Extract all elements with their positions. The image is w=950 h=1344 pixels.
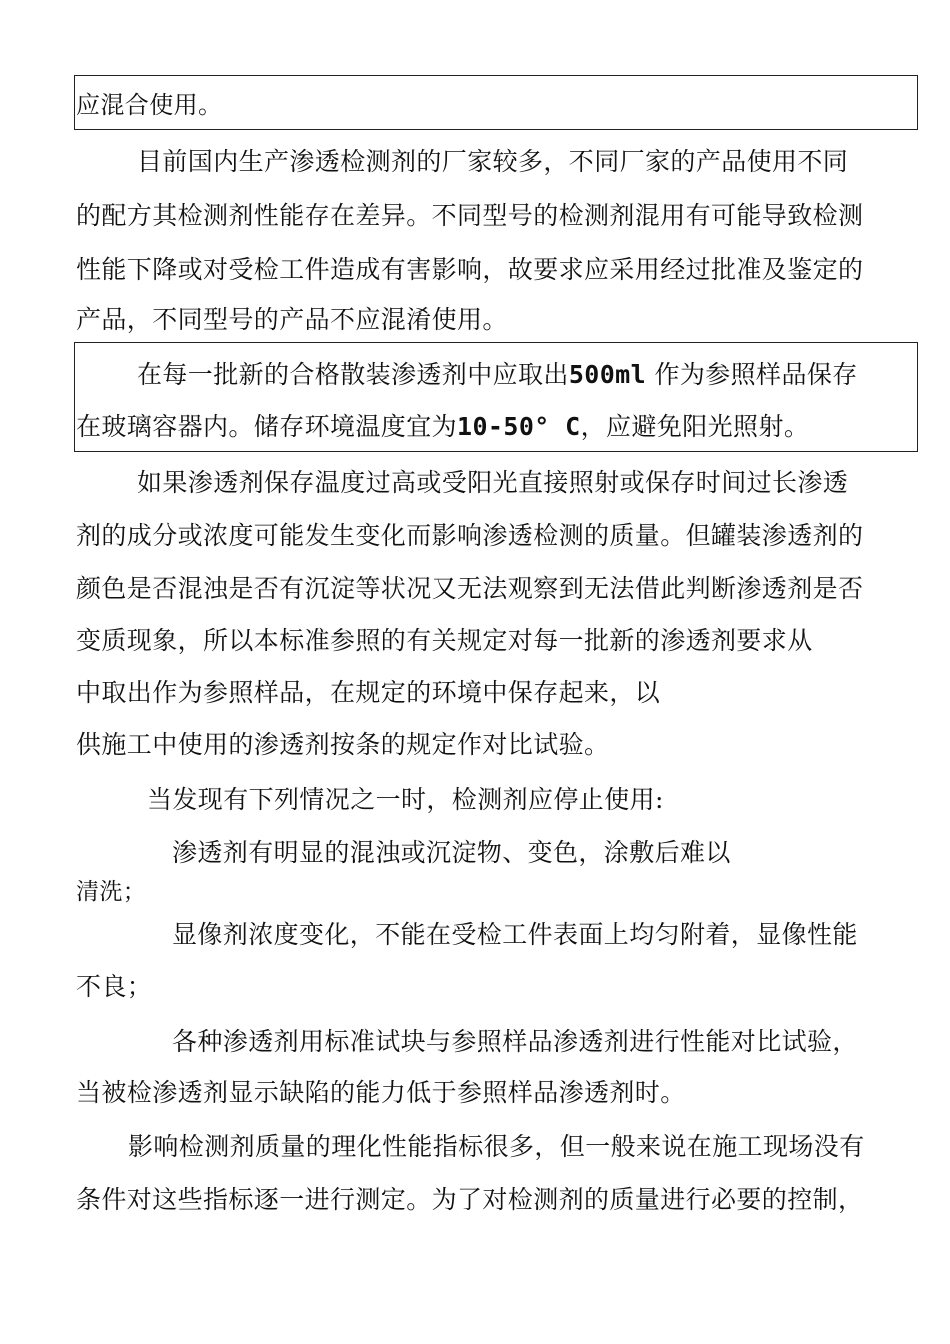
text-line: 颜色是否混浊是否有沉淀等状况又无法观察到无法借此判断渗透剂是否 — [76, 574, 864, 603]
text-line: 中取出作为参照样品，在规定的环境中保存起来，以 — [76, 678, 661, 707]
text-line: 条件对这些指标逐一进行测定。为了对检测剂的质量进行必要的控制， — [76, 1185, 864, 1214]
list-item-line: 清洗； — [76, 879, 147, 905]
list-item-line: 当被检渗透剂显示缺陷的能力低于参照样品渗透剂时。 — [76, 1078, 686, 1107]
text-line: 性能下降或对受检工件造成有害影响，故要求应采用经过批准及鉴定的 — [76, 255, 864, 284]
text-line: 的配方其检测剂性能存在差异。不同型号的检测剂混用有可能导致检测 — [76, 201, 864, 230]
text-fragment: 作为参照样品保存 — [654, 360, 858, 389]
storage-line-1 — [137, 358, 858, 392]
text-fragment: ，应避免阳光照射。 — [580, 412, 810, 441]
text-fragment: 在每一批新的合格散装渗透剂中应取出 — [137, 360, 569, 389]
temperature-range: 10-50° C — [457, 412, 581, 441]
list-item-line: 显像剂浓度变化，不能在受检工件表面上均匀附着，显像性能 — [172, 920, 858, 949]
text-line: 如果渗透剂保存温度过高或受阳光直接照射或保存时间过长渗透 — [137, 468, 849, 497]
text-line: 目前国内生产渗透检测剂的厂家较多，不同厂家的产品使用不同 — [137, 147, 849, 176]
text-line: 影响检测剂质量的理化性能指标很多，但一般来说在施工现场没有 — [128, 1132, 865, 1161]
list-item-line: 不良； — [76, 972, 153, 1001]
text-fragment: 在玻璃容器内。储存环境温度宜为 — [76, 412, 458, 441]
text-line: 当发现有下列情况之一时，检测剂应停止使用: — [147, 785, 664, 814]
list-item-line: 渗透剂有明显的混浊或沉淀物、变色，涂敷后难以 — [172, 838, 731, 867]
text-line: 应混合使用。 — [76, 91, 223, 119]
storage-line-2 — [76, 410, 809, 444]
volume-value: 500ml — [568, 360, 647, 389]
list-item-line: 各种渗透剂用标准试块与参照样品渗透剂进行性能对比试验， — [172, 1027, 858, 1056]
text-line: 供施工中使用的渗透剂按条的规定作对比试验。 — [76, 730, 610, 759]
text-line: 剂的成分或浓度可能发生变化而影响渗透检测的质量。但罐装渗透剂的 — [76, 521, 864, 550]
text-line: 变质现象，所以本标准参照的有关规定对每一批新的渗透剂要求从 — [76, 626, 813, 655]
text-line: 产品，不同型号的产品不应混淆使用。 — [76, 305, 508, 334]
